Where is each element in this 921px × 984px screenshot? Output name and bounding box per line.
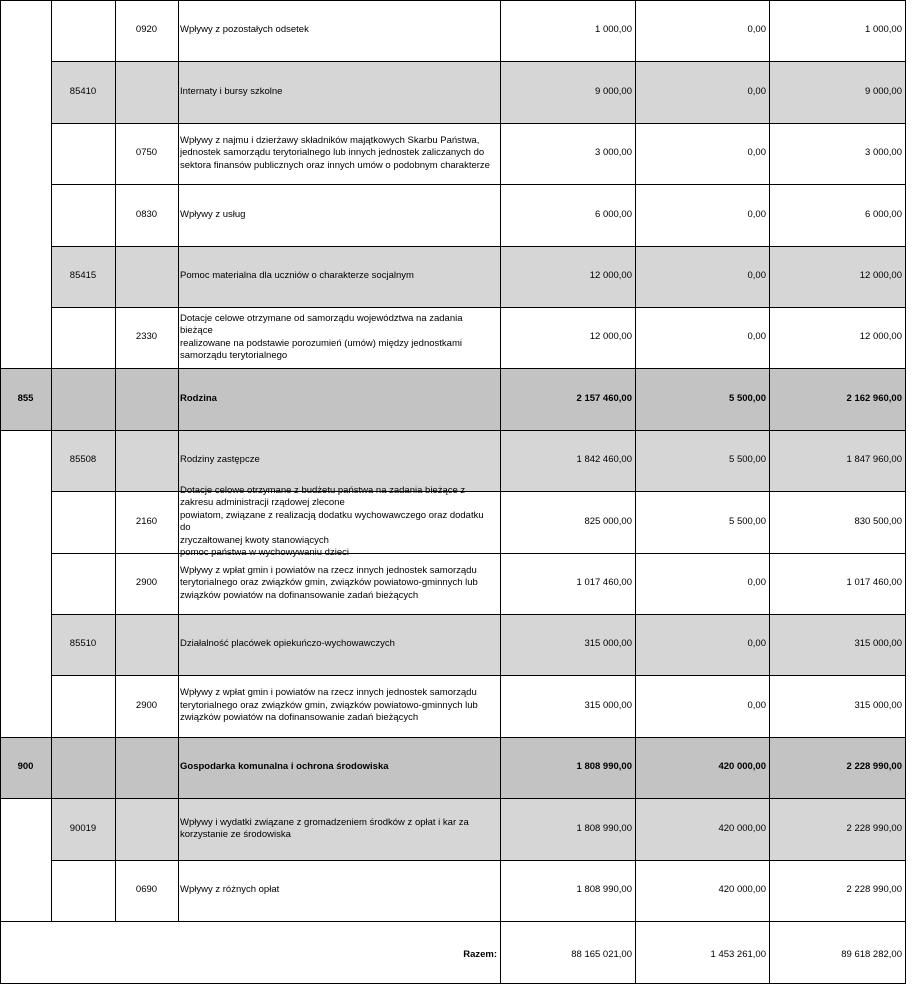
grid-line [51, 553, 906, 554]
rozdzial-code: 90019 [69, 822, 97, 834]
paragraf-code: 0690 [135, 884, 158, 896]
grid-line [51, 860, 906, 861]
grid-line [769, 0, 770, 984]
grid-line [51, 184, 906, 185]
plan-amount: 825 000,00 [584, 515, 632, 527]
grid-line [51, 246, 906, 247]
plan-amount: 315 000,00 [584, 699, 632, 711]
change-amount: 0,00 [747, 331, 766, 343]
grid-line [0, 0, 1, 984]
item-description: Wpływy z pozostałych odsetek [180, 24, 309, 36]
item-description: Pomoc materialna dla uczniów o charakterze socjalnym [180, 270, 414, 282]
rozdzial-code: 85415 [69, 270, 97, 282]
after-change-amount: 830 500,00 [854, 515, 902, 527]
plan-amount: 12 000,00 [589, 270, 632, 282]
plan-amount: 1 808 990,00 [576, 761, 632, 773]
item-description: Wpływy z różnych opłat [180, 884, 280, 896]
plan-amount: 6 000,00 [595, 208, 632, 220]
paragraf-code: 2900 [135, 699, 158, 711]
item-description: Dotacje celowe otrzymane od samorządu województwa na zadania bieżące realizowane na podstawie porozumień (umów) między jednostkami samorządu terytorialnego [180, 312, 463, 361]
after-change-amount: 1 017 460,00 [846, 577, 902, 589]
grid-line [635, 0, 636, 984]
item-description: Wpływy z wpłat gmin i powiatów na rzecz innych jednostek samorządu terytorialnego oraz związków gmin, związków powiatowo-gminnych lub związków powiatów na dofinansowanie zadań bieżących [180, 564, 478, 601]
item-description: Wpływy z najmu i dzierżawy składników majątkowych Skarbu Państwa, jednostek samorządu terytorialnego lub innych jednostek zaliczanych do sektora finansów publicznych oraz innych umów o podobnym charakterze [180, 134, 490, 171]
plan-amount: 2 157 460,00 [576, 392, 632, 404]
change-amount: 0,00 [747, 85, 766, 97]
plan-amount: 315 000,00 [584, 638, 632, 650]
grid-line [51, 675, 906, 676]
paragraf-code: 0750 [135, 147, 158, 159]
grid-line [500, 0, 501, 984]
after-change-amount: 12 000,00 [859, 331, 902, 343]
change-amount: 0,00 [747, 638, 766, 650]
grid-line [51, 61, 906, 62]
plan-amount: 12 000,00 [589, 331, 632, 343]
total-change-amount: 1 453 261,00 [710, 948, 766, 960]
item-description: Internaty i bursy szkolne [180, 85, 283, 97]
grid-line [0, 430, 906, 431]
change-amount: 420 000,00 [718, 884, 766, 896]
after-change-amount: 6 000,00 [865, 208, 902, 220]
change-amount: 0,00 [747, 699, 766, 711]
change-amount: 420 000,00 [718, 822, 766, 834]
item-description: Wpływy z usług [180, 208, 246, 220]
dzial-code: 855 [17, 392, 34, 404]
plan-amount: 1 017 460,00 [576, 577, 632, 589]
change-amount: 0,00 [747, 270, 766, 282]
after-change-amount: 2 228 990,00 [846, 761, 902, 773]
after-change-amount: 2 162 960,00 [846, 392, 902, 404]
plan-amount: 1 842 460,00 [576, 454, 632, 466]
paragraf-code: 0920 [135, 24, 158, 36]
plan-amount: 9 000,00 [595, 85, 632, 97]
grid-line [51, 307, 906, 308]
item-description: zakresu administracji rządowej zlecone powiatom, związane z realizacją dodatku wychowawczego oraz dodatku do zryczałtowanej kwoty stanowiących [180, 497, 484, 546]
plan-amount: 1 808 990,00 [576, 884, 632, 896]
after-change-amount: 12 000,00 [859, 270, 902, 282]
change-amount: 0,00 [747, 24, 766, 36]
item-description: Działalność placówek opiekuńczo-wychowawczych [180, 638, 395, 650]
paragraf-code: 2160 [135, 515, 158, 527]
grid-line [0, 368, 906, 369]
item-description: Wpływy z wpłat gmin i powiatów na rzecz innych jednostek samorządu terytorialnego oraz związków gmin, związków powiatowo-gminnych lub związków powiatów na dofinansowanie zadań bieżących [180, 687, 478, 724]
grid-line [51, 123, 906, 124]
change-amount: 5 500,00 [729, 454, 766, 466]
plan-amount: 1 808 990,00 [576, 822, 632, 834]
dzial-code: 900 [17, 761, 34, 773]
grid-line [0, 737, 906, 738]
grid-line [905, 0, 906, 984]
grid-line [51, 491, 906, 492]
grid-line [51, 614, 906, 615]
change-amount: 0,00 [747, 208, 766, 220]
rozdzial-code: 85510 [69, 638, 97, 650]
item-description: Wpływy i wydatki związane z gromadzeniem środków z opłat i kar za korzystanie ze środowiska [180, 816, 469, 840]
change-amount: 420 000,00 [718, 761, 766, 773]
change-amount: 5 500,00 [729, 392, 766, 404]
item-description: Gospodarka komunalna i ochrona środowiska [180, 761, 389, 773]
total-label: Razem: [463, 948, 497, 960]
after-change-amount: 2 228 990,00 [846, 822, 902, 834]
change-amount: 0,00 [747, 577, 766, 589]
change-amount: 0,00 [747, 147, 766, 159]
total-after-change-amount: 89 618 282,00 [841, 948, 902, 960]
total-plan-amount: 88 165 021,00 [571, 948, 632, 960]
item-description: Rodziny zastępcze [180, 454, 260, 466]
paragraf-code: 2900 [135, 577, 158, 589]
grid-line [178, 0, 179, 922]
plan-amount: 3 000,00 [595, 147, 632, 159]
after-change-amount: 1 847 960,00 [846, 454, 902, 466]
after-change-amount: 9 000,00 [865, 85, 902, 97]
grid-line [0, 798, 906, 799]
plan-amount: 1 000,00 [595, 24, 632, 36]
grid-line [0, 921, 906, 922]
rozdzial-code: 85508 [69, 454, 97, 466]
after-change-amount: 315 000,00 [854, 638, 902, 650]
paragraf-code: 2330 [135, 331, 158, 343]
after-change-amount: 3 000,00 [865, 147, 902, 159]
rozdzial-code: 85410 [69, 85, 97, 97]
item-description: Rodzina [180, 392, 217, 404]
after-change-amount: 1 000,00 [865, 24, 902, 36]
after-change-amount: 2 228 990,00 [846, 884, 902, 896]
paragraf-code: 0830 [135, 208, 158, 220]
grid-line [115, 0, 116, 922]
after-change-amount: 315 000,00 [854, 699, 902, 711]
grid-line [0, 0, 906, 1]
grid-line [51, 0, 52, 922]
change-amount: 5 500,00 [729, 515, 766, 527]
